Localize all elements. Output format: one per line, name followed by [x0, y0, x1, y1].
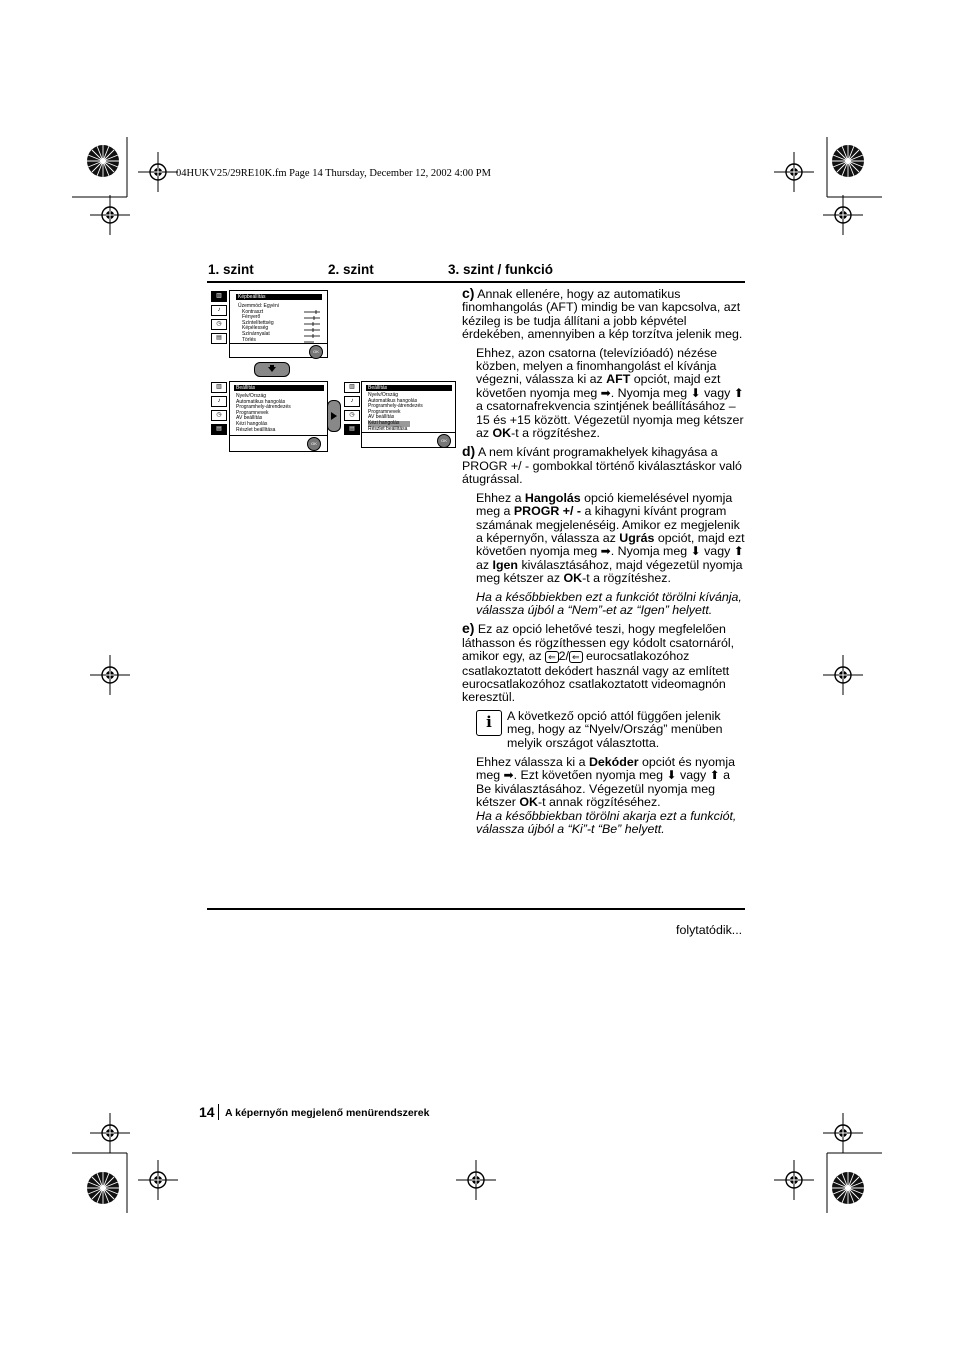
menu-item: AV beállítás — [236, 415, 263, 422]
section-c-intro: c) Annak ellenére, hogy az automatikus finomhangolás (AFT) mindig be van kapcsolva, azt kézileg is be tudja állítani a jobb képvétel érdekében, amennyiben a kép torzítva jelenik meg. — [462, 285, 743, 342]
menu-item: Programhely-átrendezés — [368, 403, 423, 410]
menu-item: Színárnyalat — [242, 330, 270, 337]
footer-rule — [207, 908, 745, 910]
picture-menu — [229, 290, 328, 358]
arrow-right-icon: ➡ — [600, 544, 611, 559]
file-slug: 04HUKV25/29RE10K.fm Page 14 Thursday, December 12, 2002 4:00 PM — [176, 168, 491, 179]
ok-button-icon: OK — [309, 345, 323, 359]
menu-item: Programhely-átrendezés — [236, 404, 291, 411]
section-d-intro: d) A nem kívánt programakhelyek kihagyása a PROGR +/ - gombokkal történő kiválasztáskor való átugrással. — [462, 443, 742, 487]
menu-item: Színtelítettség — [242, 319, 274, 326]
menu-item: Programnevek — [368, 408, 401, 415]
timer-tab-icon: ◷ — [211, 319, 227, 330]
info-note — [476, 710, 748, 750]
menu-list — [238, 304, 279, 343]
scart-2-icon: ⇐ — [569, 651, 583, 663]
scart-icon: ⇐ — [545, 651, 559, 663]
menu-icon-column-3 — [344, 382, 360, 438]
instruction-column — [462, 287, 748, 841]
picture-tab-icon: ▥ — [344, 382, 360, 393]
ok-button-icon: OK — [437, 434, 451, 448]
section-e-intro: e) Ez az opció lehetővé teszi, hogy megfelelően láthasson és rögzíthessen egy kódolt csatornáról, amikor egy, az ⇐ 2/ ⇐ eurocsatlakozóhoz csatlakoztatott dekódert használ vagy az említett eurocsatlakozóhoz csatlakoztatott videomagnón keresztül. — [462, 620, 735, 705]
info-icon: i — [476, 710, 502, 736]
menu-item: Részlet beállítása — [368, 425, 408, 432]
menu-divider — [362, 432, 455, 433]
menu-title: Beállítás — [366, 385, 452, 391]
page-number-divider — [218, 1104, 219, 1120]
menu-item-selected: Kézi hangolás — [368, 421, 410, 427]
picture-tab-icon: ▥ — [211, 291, 227, 302]
menu-item: Programnevek — [236, 409, 269, 416]
menu-item: Kontraszt — [242, 308, 264, 315]
arrow-up-icon: ⬆ — [733, 385, 744, 400]
setup-tab-icon: ▤ — [211, 424, 227, 435]
right-key-icon — [327, 400, 341, 432]
menu-list — [368, 393, 423, 432]
arrow-up-icon: ⬆ — [733, 544, 744, 559]
arrow-down-icon: ⬇ — [690, 385, 701, 400]
sound-tab-icon: ♪ — [211, 396, 227, 407]
menu-item: Kézi hangolás — [236, 420, 268, 427]
picture-tab-icon: ▥ — [211, 382, 227, 393]
menu-divider — [230, 343, 327, 344]
setup-tab-icon: ▤ — [211, 333, 227, 344]
arrow-up-icon: ⬆ — [709, 768, 720, 783]
slider-bars-icon — [304, 309, 322, 343]
arrow-down-icon: ⬇ — [690, 544, 701, 559]
arrow-down-icon: ⬇ — [666, 768, 677, 783]
menu-item: AV beállítás — [368, 414, 395, 421]
menu-icon-column-2 — [211, 382, 227, 438]
sound-tab-icon: ♪ — [211, 305, 227, 316]
section-e-steps: Ehhez válassza ki a Dekóder opciót és nyomja meg ➡. Ezt követően nyomja meg ⬇ vagy ⬆ a Be kiválasztásához. Végezetül nyomja meg kétszer OK-t annak rögzítéséhez. Ha a későbbiekban törölni akarja ezt a funkciót, válassza újból a “Ki”-t “Be” helyett. — [476, 755, 737, 837]
header-level-1: 1. szint — [208, 262, 254, 277]
section-d-note: Ha a későbbiekben ezt a funkciót törölni kívánja, válassza újból a “Nem”-et az “Igen” helyett. — [476, 589, 742, 617]
sound-tab-icon: ♪ — [344, 396, 360, 407]
menu-item: Üzemmód: Egyéni — [238, 303, 279, 309]
menu-item: Képélesség — [242, 325, 269, 332]
menu-item: Részlet beállítása — [236, 426, 276, 433]
section-title: A képernyőn megjelenő menürendszerek — [225, 1107, 430, 1119]
menu-item: Fényerő — [242, 314, 261, 321]
continued-label: folytatódik... — [676, 923, 743, 937]
section-d-steps: Ehhez a Hangolás opció kiemelésével nyomja meg a PROGR +/ - a kihagyni kívánt program számának megjelenéséig. Amikor ez megjelenik a képernyőn, válassza az Ugrás opciót, majd ezt követően nyomja meg ➡. Nyomja meg ⬇ vagy ⬆ az Igen kiválasztásához, majd végezetül nyomja meg kétszer az OK-t a rögzítéshez. — [476, 490, 745, 586]
page-number: 14 — [199, 1104, 215, 1120]
section-c-steps: Ehhez, azon csatorna (televízióadó) nézése közben, melyen a finomhangolást el kívánja végezni, válassza ki az AFT opciót, majd ezt követően nyomja meg ➡. Nyomja meg ⬇ vagy ⬆ a csatornafrekvencia szintjének beállításához –15 és +15 között. Végezetül nyomja meg kétszer az OK-t a rögzítéshez. — [476, 345, 744, 441]
menu-item: Automatikus hangolás — [368, 397, 418, 404]
timer-tab-icon: ◷ — [344, 410, 360, 421]
ok-button-icon: OK — [307, 437, 321, 451]
setup-tab-icon: ▤ — [344, 424, 360, 435]
info-note-text: A következő opció attól függően jelenik meg, hogy az “Nyelv/Ország” menüben melyik országot választotta. — [507, 708, 723, 750]
menu-icon-column-1 — [211, 291, 227, 347]
menu-item: Automatikus hangolás — [236, 398, 286, 405]
menu-item: Törlés — [242, 336, 256, 343]
menu-item: Nyelv/Ország — [368, 392, 399, 398]
header-rule — [207, 281, 745, 283]
setup-submenu — [361, 381, 456, 448]
arrow-right-icon: ➡ — [503, 768, 514, 783]
arrow-right-icon: ➡ — [600, 385, 611, 400]
menu-list — [236, 394, 291, 433]
timer-tab-icon: ◷ — [211, 410, 227, 421]
header-level-2: 2. szint — [328, 262, 374, 277]
setup-menu — [229, 381, 328, 452]
menu-title: Beállítás — [234, 385, 324, 391]
menu-item: Nyelv/Ország — [236, 393, 267, 399]
header-level-3: 3. szint / funkció — [448, 262, 554, 277]
menu-title: Képbeállítás — [236, 294, 322, 300]
menu-divider — [230, 435, 327, 436]
down-key-icon — [254, 362, 290, 377]
